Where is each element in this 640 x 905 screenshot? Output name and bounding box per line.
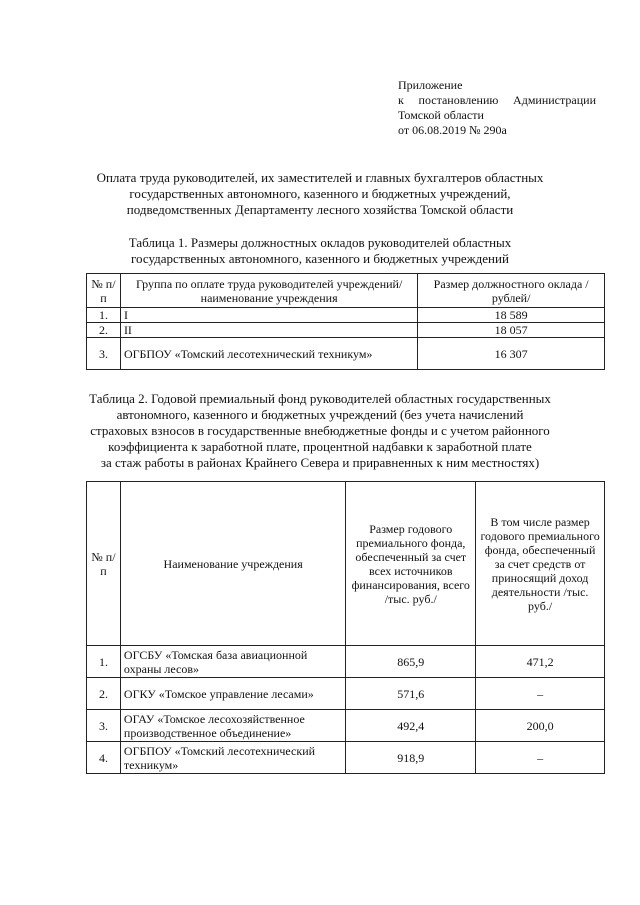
row-total: 918,9 — [346, 742, 476, 774]
main-title — [0, 170, 640, 218]
row-num: 2. — [87, 323, 121, 338]
table2-title-line: коэффициента к заработной плате, процентной надбавки к заработной плате — [108, 439, 532, 454]
table1-title-line: государственных автономного, казенного и бюджетных учреждений — [131, 251, 509, 266]
row-value: 18 589 — [418, 308, 605, 323]
header-group: Группа по оплате труда руководителей учреждений/наименование учреждения — [120, 274, 417, 308]
header-num: № п/п — [87, 274, 121, 308]
table1-title — [0, 235, 640, 267]
row-total: 492,4 — [346, 710, 476, 742]
row-income: 200,0 — [476, 710, 605, 742]
table2-title-line: Таблица 2. Годовой премиальный фонд руководителей областных государственных — [89, 391, 551, 406]
row-total: 571,6 — [346, 678, 476, 710]
main-title-line: подведомственных Департаменту лесного хозяйства Томской области — [126, 202, 514, 217]
row-value: 16 307 — [418, 338, 605, 370]
row-name: ОГСБУ «Томская база авиационной охраны лесов» — [120, 646, 345, 678]
row-name: ОГБПОУ «Томский лесотехнический техникум» — [120, 338, 417, 370]
row-name: ОГКУ «Томское управление лесами» — [120, 678, 345, 710]
main-title-line: Оплата труда руководителей, их заместителей и главных бухгалтеров областных — [96, 170, 544, 185]
appendix-block — [398, 78, 596, 138]
salary-table — [86, 273, 605, 370]
table-row — [87, 742, 605, 774]
table2-title-line: автономного, казенного и бюджетных учреждений (без учета начислений — [116, 407, 524, 422]
table-row — [87, 678, 605, 710]
header-salary: Размер должностного оклада /рублей/ — [418, 274, 605, 308]
row-value: 18 057 — [418, 323, 605, 338]
appendix-word: к — [398, 93, 404, 107]
row-total: 865,9 — [346, 646, 476, 678]
table-row — [87, 646, 605, 678]
table-row — [87, 710, 605, 742]
appendix-word: постановлению — [418, 93, 499, 107]
header-num: № п/п — [87, 482, 121, 646]
header-income: В том числе размер годового премиального фонда, обеспеченный за счет средств от приносящий доход деятельности /тыс. руб./ — [476, 482, 605, 646]
table2-title — [0, 391, 640, 471]
appendix-line-2 — [398, 93, 596, 108]
appendix-line-1: Приложение — [398, 78, 463, 92]
row-num: 2. — [87, 678, 121, 710]
row-num: 4. — [87, 742, 121, 774]
row-num: 1. — [87, 308, 121, 323]
appendix-line-4: от 06.08.2019 № 290а — [398, 123, 507, 137]
header-name: Наименование учреждения — [120, 482, 345, 646]
row-num: 3. — [87, 710, 121, 742]
row-name: ОГАУ «Томское лесохозяйственное производственное объединение» — [120, 710, 345, 742]
table-row — [87, 308, 605, 323]
row-name: II — [120, 323, 417, 338]
row-num: 1. — [87, 646, 121, 678]
table2-title-line: за стаж работы в районах Крайнего Севера и приравненных к ним местностях) — [100, 455, 540, 470]
appendix-word: Администрации — [513, 93, 596, 107]
row-income: 471,2 — [476, 646, 605, 678]
table1-title-line: Таблица 1. Размеры должностных окладов руководителей областных — [128, 235, 512, 250]
main-title-line: государственных автономного, казенного и бюджетных учреждений, — [129, 186, 511, 201]
appendix-line-3: Томской области — [398, 108, 484, 122]
row-name: ОГБПОУ «Томский лесотехнический техникум» — [120, 742, 345, 774]
table2-title-line: страховых взносов в государственные внебюджетные фонды и с учетом районного — [90, 423, 550, 438]
table-row — [87, 323, 605, 338]
row-income: – — [476, 742, 605, 774]
table-row — [87, 338, 605, 370]
bonus-fund-table — [86, 481, 605, 774]
row-name: I — [120, 308, 417, 323]
row-income: – — [476, 678, 605, 710]
row-num: 3. — [87, 338, 121, 370]
header-total: Размер годового премиального фонда, обеспеченный за счет всех источников финансирования, всего /тыс. руб./ — [346, 482, 476, 646]
